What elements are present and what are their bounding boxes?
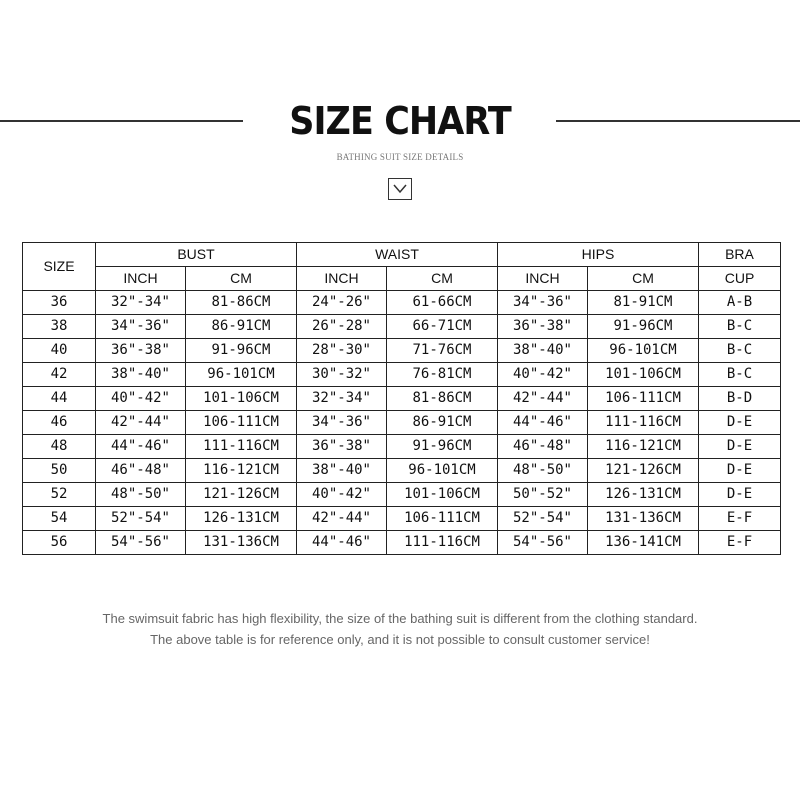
table-cell: D-E: [699, 411, 781, 435]
table-row: [23, 291, 781, 315]
table-cell: B-D: [699, 387, 781, 411]
table-cell: 34"-36": [96, 315, 186, 339]
unit-header: INCH: [297, 267, 387, 291]
table-cell: 42"-44": [96, 411, 186, 435]
table-cell: 121-126CM: [588, 459, 699, 483]
table-cell: D-E: [699, 483, 781, 507]
unit-header: CM: [588, 267, 699, 291]
table-cell: 101-106CM: [588, 363, 699, 387]
table-cell: 48"-50": [498, 459, 588, 483]
table-cell: 81-91CM: [588, 291, 699, 315]
size-cell: 40: [23, 339, 96, 363]
table-row: [23, 435, 781, 459]
table-cell: 66-71CM: [387, 315, 498, 339]
table-cell: 91-96CM: [588, 315, 699, 339]
size-cell: 44: [23, 387, 96, 411]
table-cell: 44"-46": [498, 411, 588, 435]
table-cell: 86-91CM: [186, 315, 297, 339]
table-cell: 136-141CM: [588, 531, 699, 555]
table-row: [23, 531, 781, 555]
table-cell: B-C: [699, 339, 781, 363]
size-cell: 50: [23, 459, 96, 483]
table-cell: 111-116CM: [387, 531, 498, 555]
table-cell: 24"-26": [297, 291, 387, 315]
table-cell: D-E: [699, 435, 781, 459]
table-cell: 50"-52": [498, 483, 588, 507]
table-cell: 44"-46": [297, 531, 387, 555]
table-cell: 36"-38": [498, 315, 588, 339]
table-cell: 106-111CM: [588, 387, 699, 411]
table-header-row: [23, 243, 781, 267]
table-cell: 106-111CM: [387, 507, 498, 531]
table-cell: 96-101CM: [588, 339, 699, 363]
table-row: [23, 339, 781, 363]
bust-group-header: BUST: [96, 243, 297, 267]
size-column-header: SIZE: [23, 243, 96, 291]
size-cell: 38: [23, 315, 96, 339]
table-cell: 46"-48": [96, 459, 186, 483]
size-cell: 36: [23, 291, 96, 315]
table-cell: 32"-34": [297, 387, 387, 411]
table-cell: B-C: [699, 315, 781, 339]
table-cell: 116-121CM: [588, 435, 699, 459]
table-cell: 54"-56": [498, 531, 588, 555]
page-subtitle: BATHING SUIT SIZE DETAILS: [336, 152, 464, 162]
size-cell: 42: [23, 363, 96, 387]
unit-header: CM: [387, 267, 498, 291]
table-cell: 76-81CM: [387, 363, 498, 387]
table-cell: 131-136CM: [588, 507, 699, 531]
table-cell: 42"-44": [498, 387, 588, 411]
table-cell: 52"-54": [96, 507, 186, 531]
unit-header: CUP: [699, 267, 781, 291]
table-row: [23, 507, 781, 531]
table-cell: 26"-28": [297, 315, 387, 339]
unit-header: INCH: [498, 267, 588, 291]
table-row: [23, 315, 781, 339]
table-row: [23, 483, 781, 507]
table-cell: 121-126CM: [186, 483, 297, 507]
table-cell: 36"-38": [297, 435, 387, 459]
table-cell: 101-106CM: [387, 483, 498, 507]
unit-header: CM: [186, 267, 297, 291]
waist-group-header: WAIST: [297, 243, 498, 267]
unit-header: INCH: [96, 267, 186, 291]
table-cell: 28"-30": [297, 339, 387, 363]
table-cell: 52"-54": [498, 507, 588, 531]
table-cell: E-F: [699, 531, 781, 555]
table-cell: 34"-36": [498, 291, 588, 315]
table-cell: 38"-40": [96, 363, 186, 387]
table-cell: 61-66CM: [387, 291, 498, 315]
table-row: [23, 363, 781, 387]
table-cell: 131-136CM: [186, 531, 297, 555]
table-cell: E-F: [699, 507, 781, 531]
table-row: [23, 459, 781, 483]
size-cell: 48: [23, 435, 96, 459]
table-row: [23, 387, 781, 411]
size-cell: 46: [23, 411, 96, 435]
page-title: SIZE CHART: [289, 99, 511, 143]
table-cell: 38"-40": [498, 339, 588, 363]
table-cell: 96-101CM: [387, 459, 498, 483]
size-cell: 54: [23, 507, 96, 531]
table-cell: A-B: [699, 291, 781, 315]
reference-note: The above table is for reference only, and it is not possible to consult customer service!: [150, 632, 650, 647]
table-cell: 40"-42": [297, 483, 387, 507]
table-cell: 38"-40": [297, 459, 387, 483]
table-cell: 111-116CM: [588, 411, 699, 435]
table-cell: 46"-48": [498, 435, 588, 459]
table-cell: 91-96CM: [186, 339, 297, 363]
table-cell: 126-131CM: [588, 483, 699, 507]
table-cell: 86-91CM: [387, 411, 498, 435]
table-cell: D-E: [699, 459, 781, 483]
table-cell: 116-121CM: [186, 459, 297, 483]
chevron-down-icon: [388, 178, 412, 200]
table-cell: 40"-42": [96, 387, 186, 411]
table-cell: 81-86CM: [186, 291, 297, 315]
size-table-body: [23, 291, 781, 555]
size-table: [22, 242, 781, 555]
table-cell: 32"-34": [96, 291, 186, 315]
table-cell: 126-131CM: [186, 507, 297, 531]
bra-group-header: BRA: [699, 243, 781, 267]
table-cell: 71-76CM: [387, 339, 498, 363]
table-cell: 81-86CM: [387, 387, 498, 411]
table-cell: 34"-36": [297, 411, 387, 435]
table-cell: B-C: [699, 363, 781, 387]
table-cell: 101-106CM: [186, 387, 297, 411]
table-subheader-row: [23, 267, 781, 291]
table-cell: 54"-56": [96, 531, 186, 555]
table-cell: 36"-38": [96, 339, 186, 363]
table-cell: 96-101CM: [186, 363, 297, 387]
size-cell: 56: [23, 531, 96, 555]
table-cell: 91-96CM: [387, 435, 498, 459]
table-cell: 42"-44": [297, 507, 387, 531]
table-cell: 40"-42": [498, 363, 588, 387]
table-row: [23, 411, 781, 435]
table-cell: 106-111CM: [186, 411, 297, 435]
table-cell: 44"-46": [96, 435, 186, 459]
hips-group-header: HIPS: [498, 243, 699, 267]
table-cell: 48"-50": [96, 483, 186, 507]
table-cell: 111-116CM: [186, 435, 297, 459]
fabric-note: The swimsuit fabric has high flexibility, the size of the bathing suit is different from the clothing standard.: [102, 611, 698, 626]
size-cell: 52: [23, 483, 96, 507]
table-cell: 30"-32": [297, 363, 387, 387]
